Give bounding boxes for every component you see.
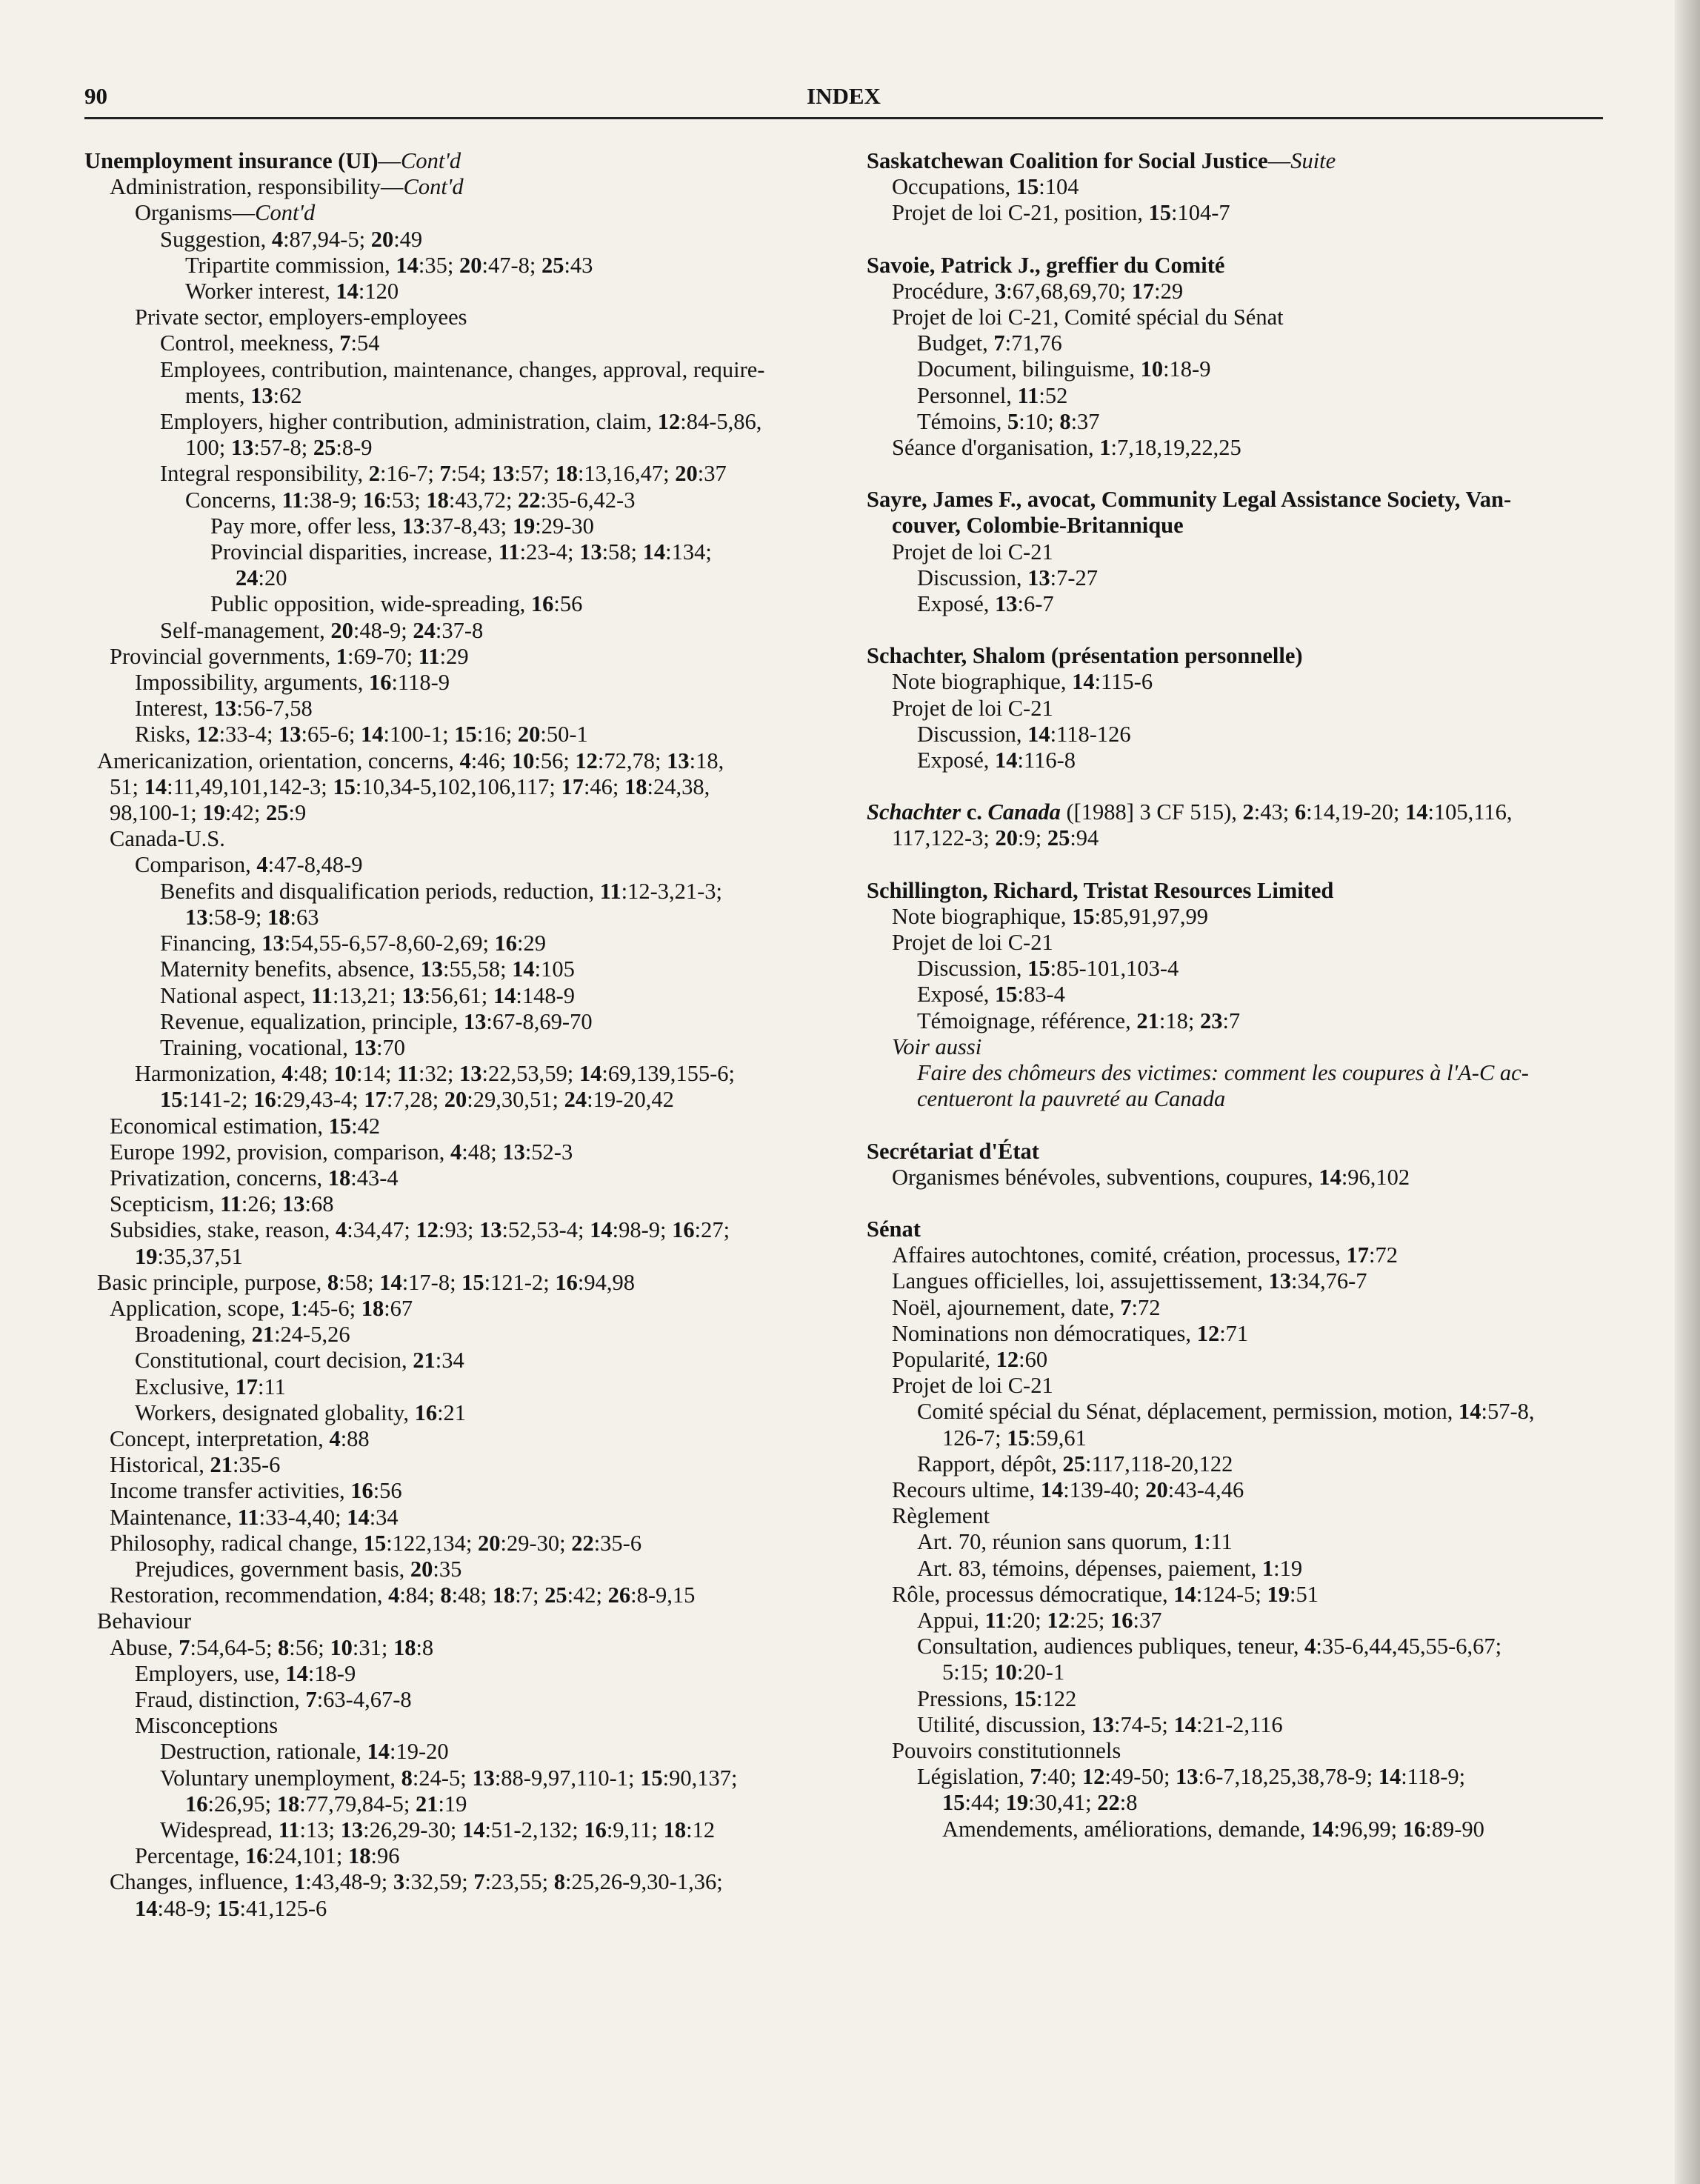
index-entry: Nominations non démocratiques, 12:71 [892,1320,1249,1346]
index-entry: Impossibility, arguments, 16:118-9 [135,670,450,696]
index-heading: Saskatchewan Coalition for Social Justice—Suite [867,148,1336,173]
index-entry: Behaviour [97,1608,192,1634]
index-entry: Procédure, 3:67,68,69,70; 17:29 [892,278,1184,304]
index-entry: Comité spécial du Sénat, déplacement, permission, motion, 14:57-8, [917,1399,1535,1425]
index-entry: Training, vocational, 13:70 [160,1034,405,1060]
entry-gap [867,1191,1607,1216]
index-entry: 15:141-2; 16:29,43-4; 17:7,28; 20:29,30,51; 24:19-20,42 [160,1087,674,1113]
index-entry: Maternity benefits, absence, 13:55,58; 14:105 [160,956,575,982]
index-entry: Consultation, audiences publiques, teneur, 4:35-6,44,45,55-6,67; [917,1634,1502,1659]
index-entry: Occupations, 15:104 [892,174,1079,200]
index-entry: Organismes bénévoles, subventions, coupures, 14:96,102 [892,1164,1410,1190]
index-entry: Provincial disparities, increase, 11:23-4; 13:58; 14:134; [210,539,712,565]
index-entry: 15:44; 19:30,41; 22:8 [942,1790,1138,1816]
index-entry: Pressions, 15:122 [917,1685,1077,1711]
index-entry: Discussion, 15:85-101,103-4 [917,956,1179,982]
index-entry: Exposé, 14:116-8 [917,748,1076,773]
index-entry: Document, bilinguisme, 10:18-9 [917,356,1211,382]
index-entry: Administration, responsibility—Cont'd [110,174,464,200]
index-entry: Concept, interpretation, 4:88 [110,1425,370,1451]
index-entry: Americanization, orientation, concerns, 4:46; 10:56; 12:72,78; 13:18, [97,748,724,773]
index-heading: Schachter c. Canada ([1988] 3 CF 515), 2:43; 6:14,19-20; 14:105,116, [867,799,1513,825]
index-entry: Projet de loi C-21, Comité spécial du Sénat [892,304,1284,330]
index-column-left [84,148,825,1922]
index-entry: Income transfer activities, 16:56 [110,1478,402,1504]
index-entry: Témoins, 5:10; 8:37 [917,408,1100,434]
index-entry: Amendements, améliorations, demande, 14:96,99; 16:89-90 [942,1816,1484,1842]
index-entry: Concerns, 11:38-9; 16:53; 18:43,72; 22:35-6,42-3 [185,487,636,513]
index-entry: Worker interest, 14:120 [185,279,399,304]
index-entry: Art. 70, réunion sans quorum, 1:11 [917,1529,1233,1555]
index-entry: Noël, ajournement, date, 7:72 [892,1294,1161,1320]
index-entry: Recours ultime, 14:139-40; 20:43-4,46 [892,1476,1244,1502]
index-entry: 51; 14:11,49,101,142-3; 15:10,34-5,102,106,117; 17:46; 18:24,38, [110,773,710,799]
index-entry: Financing, 13:54,55-6,57-8,60-2,69; 16:29 [160,930,547,956]
index-entry: 98,100-1; 19:42; 25:9 [110,800,307,826]
index-entry: couver, Colombie-Britannique [892,513,1184,539]
index-entry: Percentage, 16:24,101; 18:96 [135,1843,400,1869]
entry-gap [867,852,1607,878]
index-entry: Pouvoirs constitutionnels [892,1737,1121,1763]
index-entry: Suggestion, 4:87,94-5; 20:49 [160,226,423,252]
index-entry: Fraud, distinction, 7:63-4,67-8 [135,1686,412,1712]
index-heading: Sayre, James F., avocat, Community Legal Assistance Society, Van- [867,487,1512,513]
index-entry: Faire des chômeurs des victimes: comment les coupures à l'A-C ac- [917,1060,1529,1086]
index-entry: 126-7; 15:59,61 [942,1425,1087,1451]
index-entry: Législation, 7:40; 12:49-50; 13:6-7,18,25,38,78-9; 14:118-9; [917,1764,1466,1790]
index-entry: Private sector, employers-employees [135,304,467,330]
index-entry: centueront la pauvreté au Canada [917,1086,1226,1112]
running-title: INDEX [807,83,881,109]
index-entry: Projet de loi C-21 [892,930,1053,956]
index-entry: Destruction, rationale, 14:19-20 [160,1739,449,1765]
index-entry: Utilité, discussion, 13:74-5; 14:21-2,116 [917,1711,1283,1737]
index-entry: Discussion, 14:118-126 [917,721,1131,747]
index-entry: Règlement [892,1503,990,1529]
index-heading: Sénat [867,1216,921,1242]
index-entry: Personnel, 11:52 [917,382,1068,408]
index-entry: 117,122-3; 20:9; 25:94 [892,825,1099,851]
index-entry: Employees, contribution, maintenance, changes, approval, require- [160,356,765,382]
index-entry: Scepticism, 11:26; 13:68 [110,1191,334,1217]
index-entry: Exposé, 15:83-4 [917,982,1065,1008]
index-entry: Employers, higher contribution, administration, claim, 12:84-5,86, [160,409,762,435]
index-entry: 14:48-9; 15:41,125-6 [135,1895,327,1921]
index-entry: Widespread, 11:13; 13:26,29-30; 14:51-2,132; 16:9,11; 18:12 [160,1817,716,1842]
index-heading: Savoie, Patrick J., greffier du Comité [867,252,1225,278]
index-entry: Rôle, processus démocratique, 14:124-5; 19:51 [892,1581,1319,1607]
index-entry: Basic principle, purpose, 8:58; 14:17-8; 15:121-2; 16:94,98 [97,1269,636,1295]
index-entry: ments, 13:62 [185,382,302,408]
index-heading: Secrétariat d'État [867,1138,1039,1164]
index-heading: Unemployment insurance (UI)—Cont'd [84,148,461,173]
index-entry: Workers, designated globality, 16:21 [135,1399,467,1425]
entry-gap [867,461,1607,487]
index-entry: Constitutional, court decision, 21:34 [135,1348,464,1374]
index-entry: Economical estimation, 15:42 [110,1113,381,1139]
index-entry: Risks, 12:33-4; 13:65-6; 14:100-1; 15:16; 20:50-1 [135,722,588,748]
index-entry: Benefits and disqualification periods, reduction, 11:12-3,21-3; [160,878,722,904]
index-entry: 16:26,95; 18:77,79,84-5; 21:19 [185,1791,467,1817]
entry-gap [867,1113,1607,1139]
index-entry: Restoration, recommendation, 4:84; 8:48; 18:7; 25:42; 26:8-9,15 [110,1582,696,1608]
index-entry: Projet de loi C-21 [892,1373,1053,1399]
index-entry: Application, scope, 1:45-6; 18:67 [110,1295,413,1321]
index-entry: Exposé, 13:6-7 [917,591,1054,617]
index-entry: Subsidies, stake, reason, 4:34,47; 12:93; 13:52,53-4; 14:98-9; 16:27; [110,1217,730,1243]
index-entry: Changes, influence, 1:43,48-9; 3:32,59; 7:23,55; 8:25,26-9,30-1,36; [110,1869,723,1895]
entry-gap [867,617,1607,643]
index-entry: Misconceptions [135,1713,279,1739]
index-entry: Prejudices, government basis, 20:35 [135,1556,462,1582]
index-entry: Art. 83, témoins, dépenses, paiement, 1:19 [917,1555,1303,1581]
index-entry: Privatization, concerns, 18:43-4 [110,1165,399,1191]
index-heading: Schillington, Richard, Tristat Resources Limited [867,877,1334,903]
index-entry: Provincial governments, 1:69-70; 11:29 [110,643,469,669]
index-column-right [867,148,1607,1842]
index-entry: Affaires autochtones, comité, création, processus, 17:72 [892,1242,1398,1268]
index-entry: Broadening, 21:24-5,26 [135,1322,350,1348]
index-entry: Voluntary unemployment, 8:24-5; 13:88-9,97,110-1; 15:90,137; [160,1765,738,1791]
index-entry: Projet de loi C-21, position, 15:104-7 [892,200,1230,226]
index-entry: 100; 13:57-8; 25:8-9 [185,435,373,461]
index-entry: Rapport, dépôt, 25:117,118-20,122 [917,1451,1233,1476]
index-entry: Pay more, offer less, 13:37-8,43; 19:29-30 [210,513,594,539]
index-entry: Discussion, 13:7-27 [917,565,1099,590]
index-entry: Budget, 7:71,76 [917,330,1062,356]
index-entry: Philosophy, radical change, 15:122,134; 20:29-30; 22:35-6 [110,1530,642,1556]
index-entry: Langues officielles, loi, assujettissement, 13:34,76-7 [892,1268,1367,1294]
index-entry: Voir aussi [892,1033,982,1059]
entry-gap [867,773,1607,799]
index-entry: Public opposition, wide-spreading, 16:56 [210,591,583,617]
index-entry: Organisms—Cont'd [135,200,316,226]
index-entry: Témoignage, référence, 21:18; 23:7 [917,1008,1241,1033]
index-entry: Canada-U.S. [110,826,225,852]
index-entry: Appui, 11:20; 12:25; 16:37 [917,1607,1162,1633]
index-entry: Projet de loi C-21 [892,539,1053,565]
index-entry: Séance d'organisation, 1:7,18,19,22,25 [892,435,1241,461]
index-entry: Popularité, 12:60 [892,1346,1048,1372]
index-entry: Self-management, 20:48-9; 24:37-8 [160,617,484,643]
index-entry: Revenue, equalization, principle, 13:67-8,69-70 [160,1008,593,1034]
index-entry: Historical, 21:35-6 [110,1452,281,1478]
index-entry: 5:15; 10:20-1 [942,1659,1065,1685]
page-edge-shadow [1675,0,1700,2184]
index-entry: Interest, 13:56-7,58 [135,696,313,722]
index-entry: Abuse, 7:54,64-5; 8:56; 10:31; 18:8 [110,1634,434,1660]
index-entry: Control, meekness, 7:54 [160,330,380,356]
header-rule [84,117,1603,119]
index-entry: Integral responsibility, 2:16-7; 7:54; 13:57; 18:13,16,47; 20:37 [160,461,727,487]
index-heading: Schachter, Shalom (présentation personnelle) [867,643,1303,669]
index-entry: Maintenance, 11:33-4,40; 14:34 [110,1504,399,1530]
index-entry: National aspect, 11:13,21; 13:56,61; 14:148-9 [160,982,575,1008]
index-entry: Exclusive, 17:11 [135,1374,286,1399]
index-entry: Note biographique, 14:115-6 [892,669,1153,695]
page-header [84,80,1603,116]
index-entry: Projet de loi C-21 [892,695,1053,721]
index-entry: Europe 1992, provision, comparison, 4:48; 13:52-3 [110,1139,573,1165]
page-number: 90 [84,83,107,109]
index-entry: Harmonization, 4:48; 10:14; 11:32; 13:22,53,59; 14:69,139,155-6; [135,1061,735,1087]
index-entry: Tripartite commission, 14:35; 20:47-8; 25:43 [185,252,593,278]
entry-gap [867,227,1607,253]
index-entry: 24:20 [236,565,287,591]
index-entry: Comparison, 4:47-8,48-9 [135,852,363,878]
index-entry: Employers, use, 14:18-9 [135,1660,356,1686]
index-entry: Note biographique, 15:85,91,97,99 [892,903,1208,929]
index-entry: 13:58-9; 18:63 [185,904,319,930]
index-entry: 19:35,37,51 [135,1243,243,1269]
